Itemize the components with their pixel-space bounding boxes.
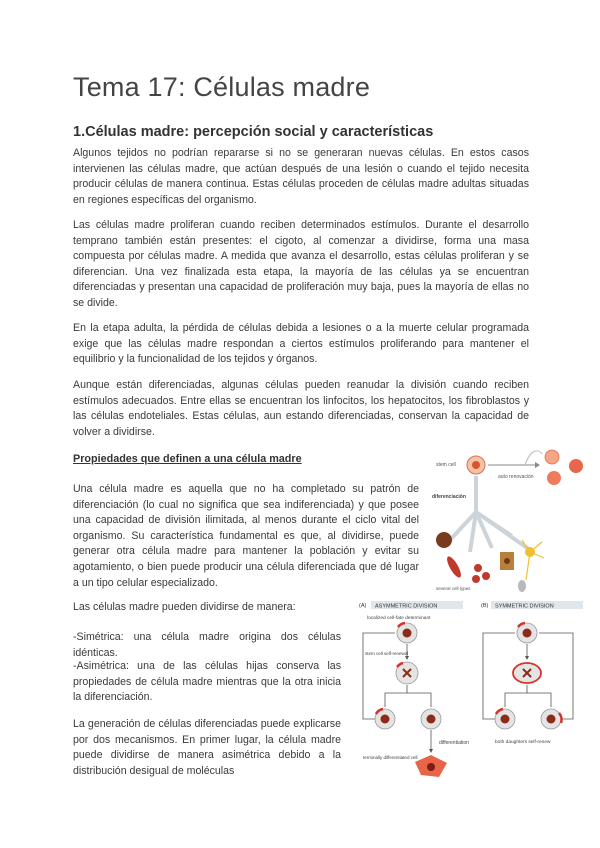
cell-icon xyxy=(518,580,526,592)
paragraph-asymmetric: -Asimétrica: una de las células hijas conserva las propiedades de célula madre mientras que la otra inicia la diferenciación. xyxy=(73,660,341,704)
self-renewal-loop-icon xyxy=(539,633,573,719)
paragraph-mechanisms: La generación de células diferenciadas puede explicarse por dos mecanismos. En primer lugar, la célula madre puede dividirse de manera asimétrica debido a la distribución desigual de moléculas xyxy=(73,718,341,777)
paragraph-differentiated-cells: Aunque están diferenciadas, algunas células pueden reanudar la división cuando reciben estímulos adecuados. Entre ellas se encuentran los linfocitos, los hepatocitos, los fibroblastos y las células endoteliales. Estas células, aun estando diferenciadas, conservan la capacidad de volver a dividirse. xyxy=(73,379,529,438)
section-heading: 1.Células madre: percepción social y características xyxy=(73,124,434,140)
subheading-properties: Propiedades que definen a una célula madre xyxy=(73,453,302,465)
panel-a-label: (A) xyxy=(359,603,367,609)
nucleus-icon xyxy=(427,715,436,724)
muscle-cell-icon xyxy=(445,555,464,580)
nucleus-icon xyxy=(501,715,510,724)
page-title: Tema 17: Células madre xyxy=(73,72,371,102)
self-renewal-loop-icon xyxy=(363,633,395,719)
nucleus-icon xyxy=(547,715,556,724)
nucleus-icon xyxy=(427,763,435,771)
nucleus-icon xyxy=(381,715,390,724)
renewed-cell-icon xyxy=(569,459,583,473)
cell-types-label: several cell types xyxy=(436,586,471,591)
branching-arrows-icon xyxy=(450,476,530,552)
panel-b-label: (B) xyxy=(481,603,489,609)
division-types-figure xyxy=(355,597,590,792)
both-self-renew-label: both daughters self-renew xyxy=(495,740,551,745)
arrow-head-icon xyxy=(535,462,540,468)
self-renewal-loop-icon xyxy=(483,633,515,719)
paragraph-division-types: Las células madre pueden dividirse de manera: xyxy=(73,601,296,613)
blood-cell-icon xyxy=(474,564,482,572)
renewed-cell-icon xyxy=(545,450,559,464)
differentiation-label: differentiation xyxy=(439,740,469,746)
paragraph-definition: Una célula madre es aquella que no ha completado su patrón de diferenciación (lo cual no significa que sea indiferenciada) y que posee una capacidad de división ilimitada, al menos durante el ciclo vital del organismo. Su característica fundamental es que, al dividirse, puede generar otra célula madre para mantener la población y evitar su agotamiento, o bien puede producir una célula diferenciada que dé lugar a un tipo celular especializado. xyxy=(73,483,419,589)
determinant-label: localized cell-fate determinant xyxy=(367,616,431,621)
stem-self-renewal-label: stem cell self-renewal xyxy=(365,651,409,656)
branch-arrows-icon xyxy=(385,685,431,707)
stem-cell-label: stem cell xyxy=(436,462,456,468)
branch-arrows-icon xyxy=(505,685,551,707)
cell-nucleus-icon xyxy=(504,558,510,564)
paragraph-symmetric: -Simétrica: una célula madre origina dos células idénticas. xyxy=(73,631,341,659)
differentiated-cell-icon xyxy=(436,532,452,548)
stem-cell-nucleus-icon xyxy=(472,461,480,469)
paragraph-adult-stage: En la etapa adulta, la pérdida de células debida a lesiones o a la muerte celular programada exige que las células madre respondan a ciertos estímulos proliferando para mantener el equilibrio y la funcionalidad de los tejidos y órganos. xyxy=(73,322,529,366)
paragraph-proliferation: Las células madre proliferan cuando reciben determinados estímulos. Durante el desarrollo temprano también están presentes: el cigoto, al comenzar a dividirse, forma una masa compuesta por células madre. A medida que avanza el desarrollo, estas células proliferan y se diferencian. Una vez finalizada esta etapa, la mayoría de las células ya se encuentran diferenciadas y presentan una capacidad de proliferación muy baja, pues la mayoría de ellas no se divide. xyxy=(73,219,529,309)
terminal-cell-label: terminally differentiated cell xyxy=(363,755,418,760)
blood-cell-icon xyxy=(472,575,480,583)
differentiation-label: diferenciación xyxy=(432,494,466,500)
renewed-cell-icon xyxy=(547,471,561,485)
renewal-curve-icon xyxy=(525,451,542,465)
stem-cell-differentiation-figure xyxy=(430,440,590,600)
blood-cell-icon xyxy=(482,572,490,580)
nucleus-icon xyxy=(523,629,532,638)
neuron-dendrites-icon xyxy=(522,540,544,580)
panel-a-title: ASYMMETRIC DIVISION xyxy=(375,603,438,610)
arrow-head-icon xyxy=(429,749,433,753)
paragraph-intro: Algunos tejidos no podrían repararse si no se generaran nuevas células. En estos casos intervienen las células madre, que actúan después de una lesión o cuando el tejido necesita producir células de manera continua. Estas células proceden de células madre adultas situadas en regiones específicas del organismo. xyxy=(73,147,529,206)
nucleus-icon xyxy=(403,629,412,638)
self-renewal-label: auto renovación xyxy=(498,474,534,480)
arrow-head-icon xyxy=(525,656,529,660)
arrow-head-icon xyxy=(405,656,409,660)
panel-b-title: SYMMETRIC DIVISION xyxy=(495,603,554,610)
